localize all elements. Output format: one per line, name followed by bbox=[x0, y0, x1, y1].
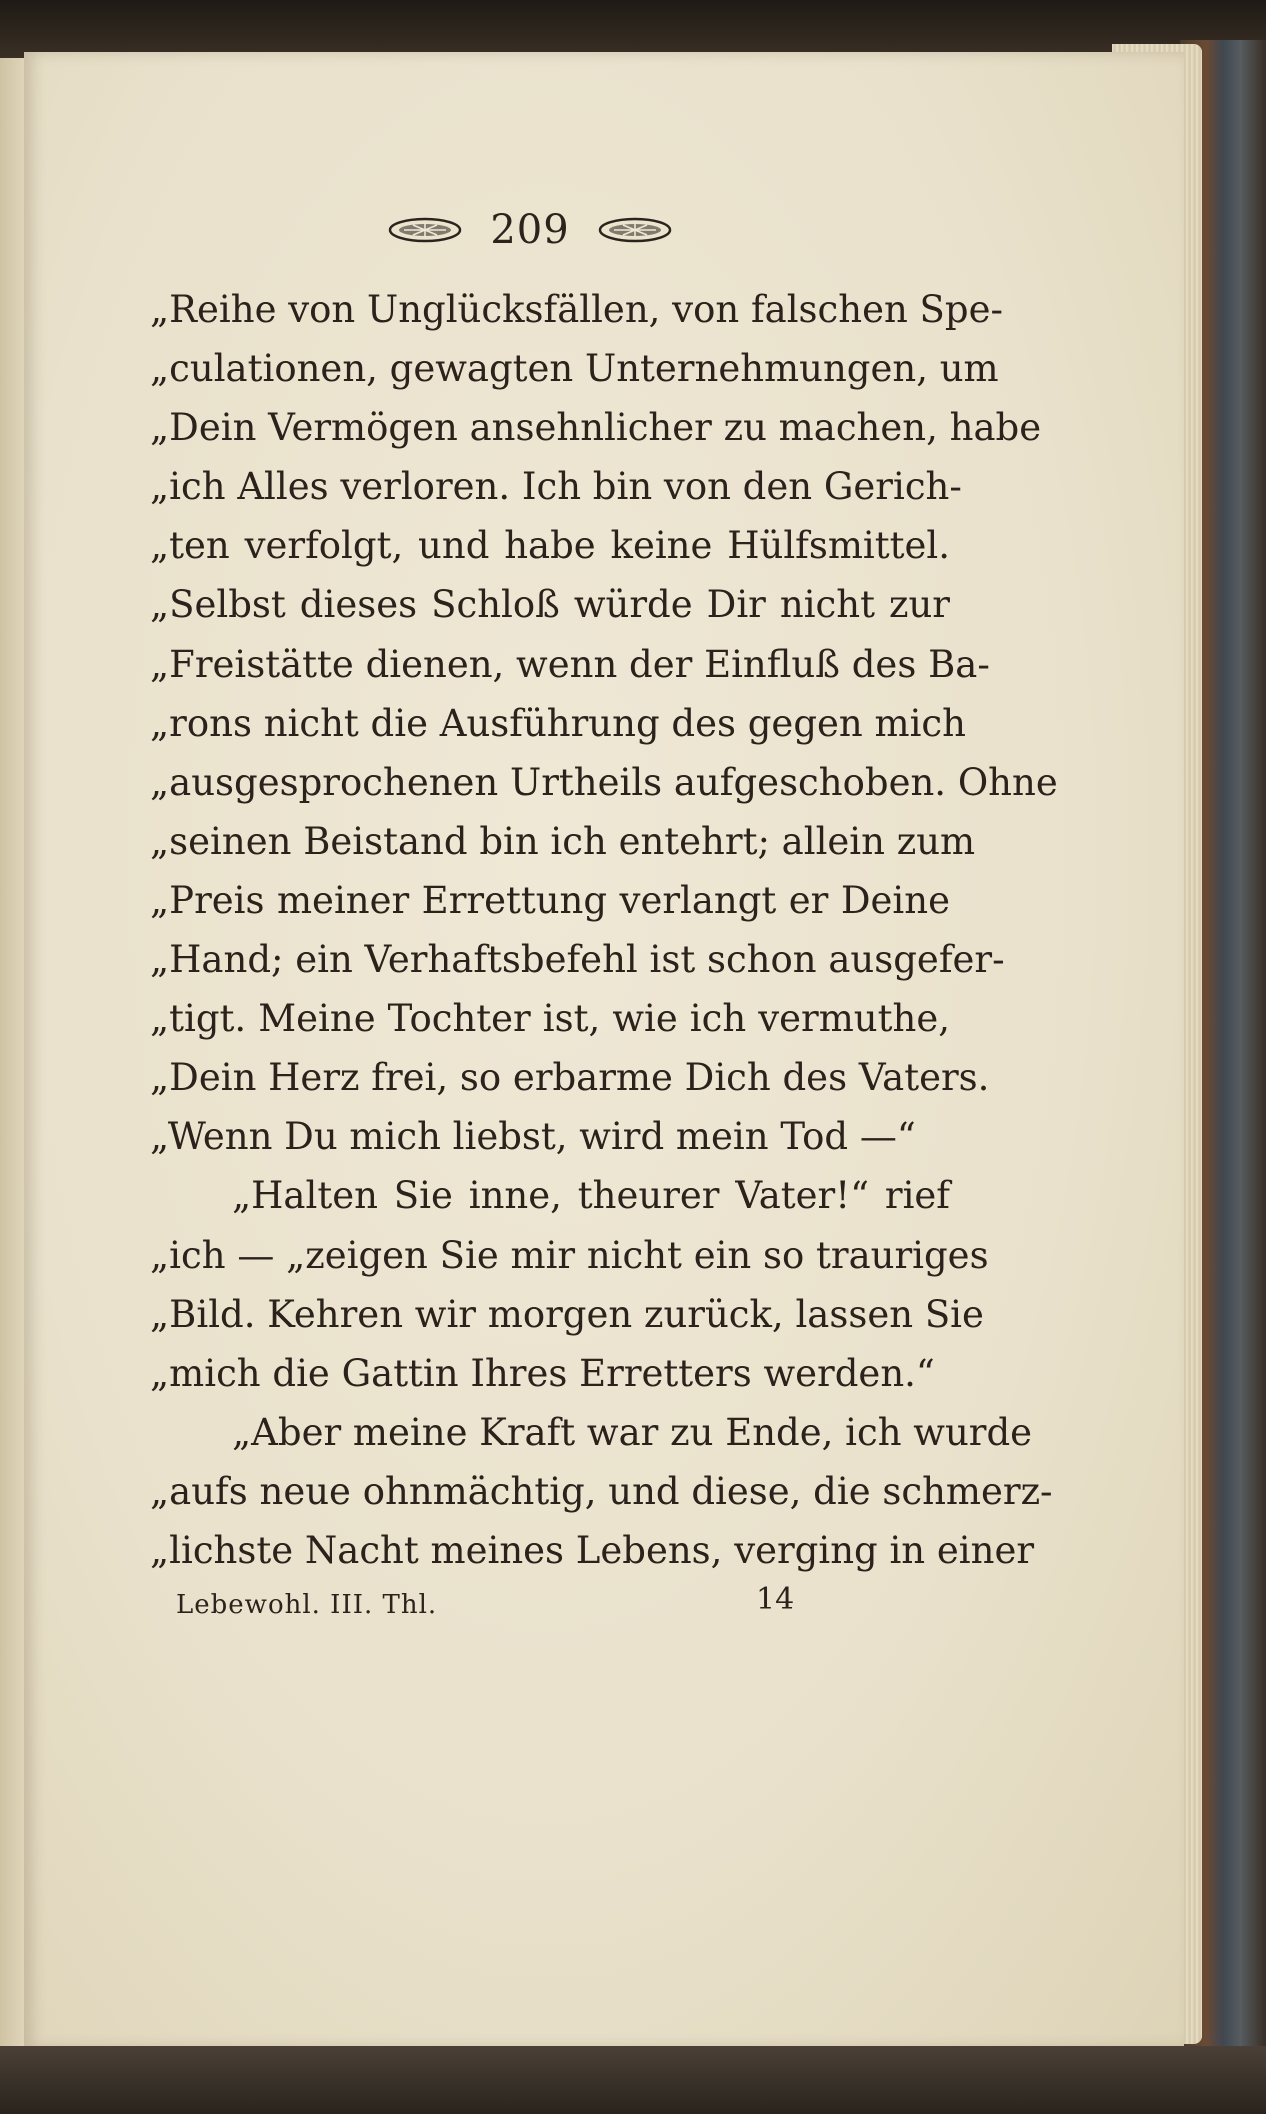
page-footer bbox=[176, 1582, 836, 1630]
text-line: „Bild. Kehren wir morgen zurück, lassen Sie bbox=[150, 1292, 984, 1336]
text-line: „ich Alles verloren. Ich bin von den Gerich- bbox=[150, 465, 962, 509]
text-line: „Dein Vermögen ansehnlicher zu machen, habe bbox=[150, 406, 1042, 450]
book-board-bottom bbox=[0, 2046, 1266, 2114]
text-line: „ausgesprochenen Urtheils aufgeschoben. Ohne bbox=[150, 760, 1058, 804]
text-line: „seinen Beistand bin ich entehrt; allein zum bbox=[150, 819, 976, 863]
text-line: „Aber meine Kraft war zu Ende, ich wurde bbox=[232, 1410, 1033, 1454]
text-line: „culationen, gewagten Unternehmungen, um bbox=[150, 347, 999, 391]
text-line: „mich die Gattin Ihres Erretters werden.“ bbox=[150, 1351, 935, 1395]
text-line: „Freistätte dienen, wenn der Einfluß des Ba- bbox=[150, 642, 990, 686]
page-header bbox=[370, 200, 690, 260]
ornament-right-icon bbox=[598, 217, 672, 243]
text-line: „Selbst dieses Schloß würde Dir nicht zur bbox=[150, 583, 950, 627]
page-number: 209 bbox=[490, 207, 570, 253]
text-line: „Reihe von Unglücksfällen, von falschen Spe- bbox=[150, 288, 1003, 331]
footer-signature: Lebewohl. III. Thl. bbox=[176, 1590, 438, 1620]
text-line: „aufs neue ohnmächtig, und diese, die schmerz- bbox=[150, 1469, 1053, 1513]
ornament-left-icon bbox=[388, 217, 462, 243]
text-line: „ten verfolgt, und habe keine Hülfsmittel. bbox=[150, 524, 950, 568]
text-line: „lichste Nacht meines Lebens, verging in einer bbox=[150, 1528, 1035, 1572]
book-board-top bbox=[0, 0, 1266, 60]
body-text bbox=[150, 280, 1058, 1580]
text-line: „Hand; ein Verhaftsbefehl ist schon ausgefer- bbox=[150, 938, 1005, 982]
text-line: „Wenn Du mich liebst, wird mein Tod —“ bbox=[150, 1115, 916, 1159]
text-line: „tigt. Meine Tochter ist, wie ich vermuthe, bbox=[150, 997, 950, 1041]
sheet-mark: 14 bbox=[756, 1582, 795, 1617]
text-line: „Preis meiner Errettung verlangt er Deine bbox=[150, 878, 950, 922]
text-line: „Dein Herz frei, so erbarme Dich des Vaters. bbox=[150, 1056, 990, 1100]
text-line: „rons nicht die Ausführung des gegen mich bbox=[150, 701, 966, 745]
text-line: „Halten Sie inne, theurer Vater!“ rief bbox=[232, 1174, 950, 1218]
facing-page-edge bbox=[0, 58, 26, 2048]
text-line: „ich — „zeigen Sie mir nicht ein so trauriges bbox=[150, 1233, 989, 1277]
